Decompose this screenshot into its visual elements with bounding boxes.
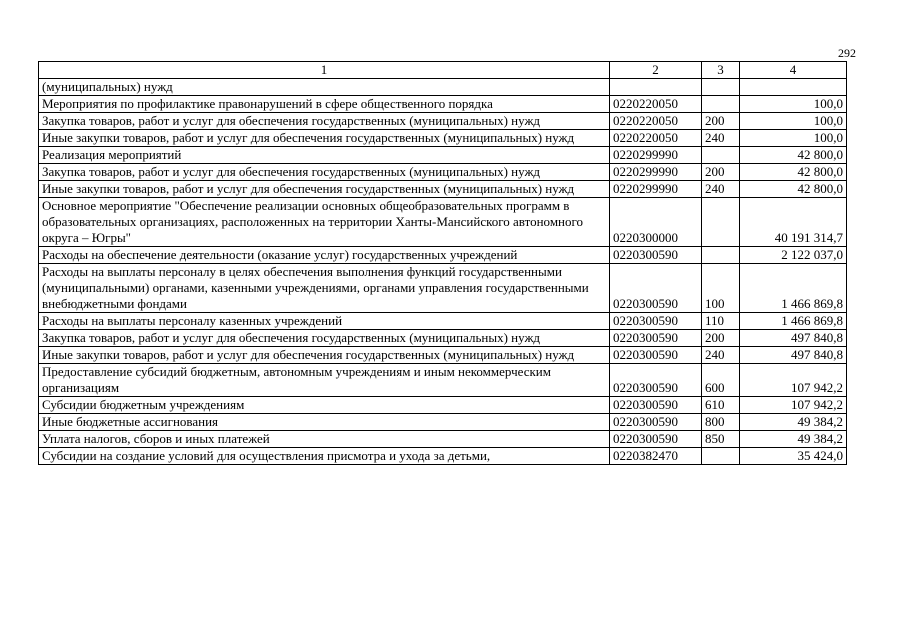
row-csr: 0220220050 [610,130,702,147]
table-row [39,113,847,130]
row-csr: 0220300590 [610,313,702,330]
row-sum: 42 800,0 [740,181,847,198]
row-vr: 200 [702,113,740,130]
row-vr [702,147,740,164]
row-sum: 42 800,0 [740,164,847,181]
row-sum [740,79,847,96]
table-header [39,62,847,79]
row-name: Основное мероприятие "Обеспечение реализации основных общеобразовательных программ в образовательных организациях, расположенных на территории Ханты-Мансийского автономного округа – Югры" [39,198,610,247]
row-csr: 0220300590 [610,330,702,347]
row-vr: 200 [702,330,740,347]
row-vr [702,198,740,247]
table-row [39,130,847,147]
row-sum: 100,0 [740,96,847,113]
table-body [39,79,847,465]
table-row [39,364,847,397]
row-name: Реализация мероприятий [39,147,610,164]
row-csr [610,79,702,96]
table-row [39,147,847,164]
table-row [39,347,847,364]
row-sum: 42 800,0 [740,147,847,164]
table-row [39,96,847,113]
row-vr [702,79,740,96]
row-sum: 497 840,8 [740,330,847,347]
row-name: Иные закупки товаров, работ и услуг для обеспечения государственных (муниципальных) нужд [39,130,610,147]
table-row [39,431,847,448]
table-row [39,414,847,431]
row-name: Расходы на выплаты персоналу казенных учреждений [39,313,610,330]
row-sum: 35 424,0 [740,448,847,465]
row-vr [702,247,740,264]
row-vr: 240 [702,181,740,198]
row-name: Мероприятия по профилактике правонарушений в сфере общественного порядка [39,96,610,113]
row-sum: 1 466 869,8 [740,264,847,313]
row-vr: 850 [702,431,740,448]
row-name: Иные закупки товаров, работ и услуг для обеспечения государственных (муниципальных) нужд [39,181,610,198]
row-name: (муниципальных) нужд [39,79,610,96]
row-sum: 497 840,8 [740,347,847,364]
row-csr: 0220300590 [610,397,702,414]
row-vr: 240 [702,347,740,364]
header-col-1: 1 [39,62,610,79]
row-name: Закупка товаров, работ и услуг для обеспечения государственных (муниципальных) нужд [39,113,610,130]
row-csr: 0220299990 [610,164,702,181]
row-sum: 40 191 314,7 [740,198,847,247]
row-sum: 107 942,2 [740,397,847,414]
row-vr: 110 [702,313,740,330]
row-vr: 200 [702,164,740,181]
page-number: 292 [838,46,856,60]
table-row [39,247,847,264]
row-vr: 800 [702,414,740,431]
row-name: Предоставление субсидий бюджетным, автономным учреждениям и иным некоммерческим организациям [39,364,610,397]
row-vr [702,96,740,113]
row-name: Расходы на обеспечение деятельности (оказание услуг) государственных учреждений [39,247,610,264]
row-csr: 0220300590 [610,347,702,364]
row-sum: 49 384,2 [740,414,847,431]
row-vr [702,448,740,465]
row-csr: 0220300590 [610,247,702,264]
row-csr: 0220382470 [610,448,702,465]
table-row [39,330,847,347]
row-csr: 0220300000 [610,198,702,247]
table-row [39,313,847,330]
row-name: Уплата налогов, сборов и иных платежей [39,431,610,448]
row-vr: 240 [702,130,740,147]
row-sum: 100,0 [740,130,847,147]
table-row [39,181,847,198]
row-name: Иные закупки товаров, работ и услуг для обеспечения государственных (муниципальных) нужд [39,347,610,364]
row-csr: 0220300590 [610,264,702,313]
header-col-4: 4 [740,62,847,79]
row-csr: 0220300590 [610,364,702,397]
table-row [39,264,847,313]
row-csr: 0220300590 [610,431,702,448]
table-row [39,164,847,181]
row-sum: 2 122 037,0 [740,247,847,264]
budget-table [38,61,847,465]
row-csr: 0220300590 [610,414,702,431]
table-row [39,448,847,465]
row-name: Расходы на выплаты персоналу в целях обеспечения выполнения функций государственными (муниципальными) органами, казенными учреждениями, органами управления государственными внебюджетными фондами [39,264,610,313]
row-sum: 49 384,2 [740,431,847,448]
row-sum: 100,0 [740,113,847,130]
row-vr: 610 [702,397,740,414]
row-sum: 107 942,2 [740,364,847,397]
table-row [39,79,847,96]
row-vr: 100 [702,264,740,313]
table-row [39,198,847,247]
header-row [39,62,847,79]
row-sum: 1 466 869,8 [740,313,847,330]
table-row [39,397,847,414]
header-col-2: 2 [610,62,702,79]
row-csr: 0220220050 [610,96,702,113]
row-name: Закупка товаров, работ и услуг для обеспечения государственных (муниципальных) нужд [39,330,610,347]
row-name: Иные бюджетные ассигнования [39,414,610,431]
row-name: Закупка товаров, работ и услуг для обеспечения государственных (муниципальных) нужд [39,164,610,181]
row-csr: 0220299990 [610,147,702,164]
row-vr: 600 [702,364,740,397]
row-name: Субсидии бюджетным учреждениям [39,397,610,414]
row-csr: 0220299990 [610,181,702,198]
row-name: Субсидии на создание условий для осуществления присмотра и ухода за детьми, [39,448,610,465]
header-col-3: 3 [702,62,740,79]
row-csr: 0220220050 [610,113,702,130]
